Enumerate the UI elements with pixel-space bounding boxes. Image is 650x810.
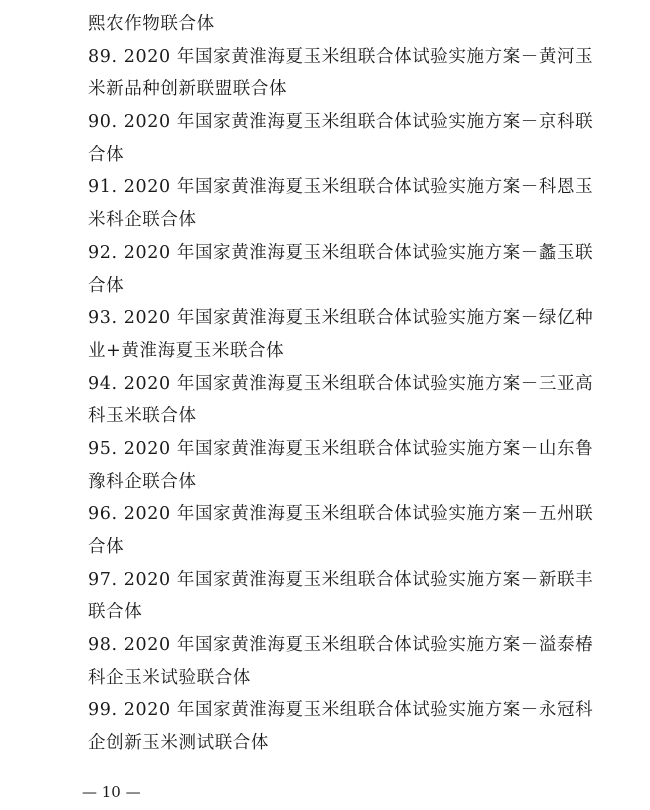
text-line: 合体 [88,537,125,557]
text-line: 98. 2020 年国家黄淮海夏玉米组联合体试验实施方案－溢泰椿 [88,635,594,656]
text-line: 熙农作物联合体 [88,14,215,34]
page-number: — 10 — [82,783,141,801]
text-line: 92. 2020 年国家黄淮海夏玉米组联合体试验实施方案－蠡玉联 [88,242,594,263]
text-line: 合体 [88,144,125,165]
text-line: 科企玉米试验联合体 [88,667,251,688]
text-line: 89. 2020 年国家黄淮海夏玉米组联合体试验实施方案－黄河玉 [88,46,594,67]
text-line: 豫科企联合体 [88,471,197,492]
text-line: 95. 2020 年国家黄淮海夏玉米组联合体试验实施方案－山东鲁 [88,438,594,459]
text-line: 90. 2020 年国家黄淮海夏玉米组联合体试验实施方案－京科联 [88,112,594,133]
document-body [88,8,594,760]
text-line: 企创新玉米测试联合体 [88,733,269,754]
text-line: 科玉米联合体 [88,406,197,427]
text-line: 米科企联合体 [88,210,197,231]
text-line: 米新品种创新联盟联合体 [88,79,288,100]
text-line: 99. 2020 年国家黄淮海夏玉米组联合体试验实施方案－永冠科 [88,700,594,721]
text-line: 91. 2020 年国家黄淮海夏玉米组联合体试验实施方案－科恩玉 [88,177,594,198]
text-line: 94. 2020 年国家黄淮海夏玉米组联合体试验实施方案－三亚高 [88,373,594,394]
text-line: 联合体 [88,602,143,623]
text-line: 96. 2020 年国家黄淮海夏玉米组联合体试验实施方案－五州联 [88,504,594,525]
text-line: 业+黄淮海夏玉米联合体 [88,340,285,361]
text-line: 93. 2020 年国家黄淮海夏玉米组联合体试验实施方案－绿亿种 [88,308,594,329]
text-line: 97. 2020 年国家黄淮海夏玉米组联合体试验实施方案－新联丰 [88,569,594,590]
text-line: 合体 [88,275,125,296]
